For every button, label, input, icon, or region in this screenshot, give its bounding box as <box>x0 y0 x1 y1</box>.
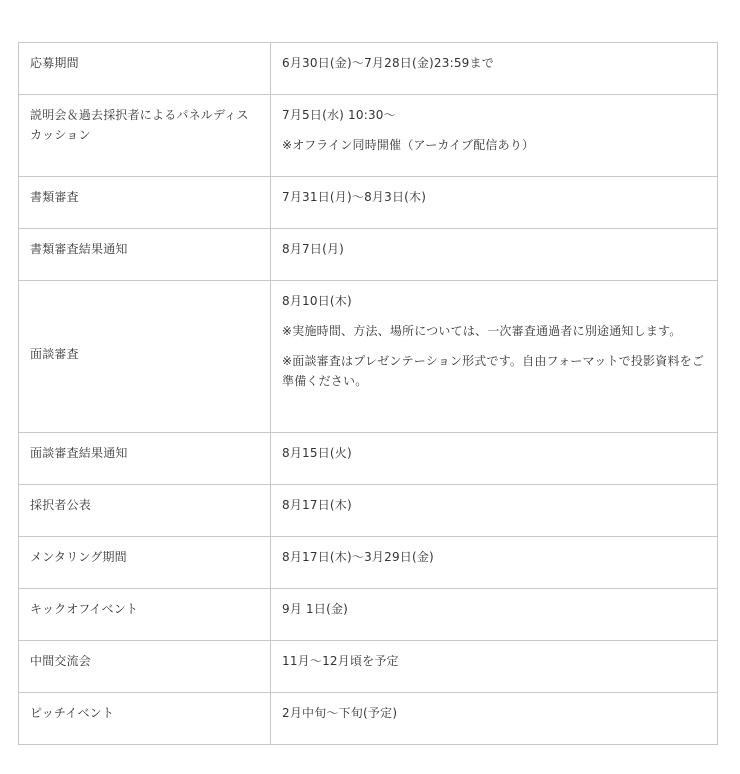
row-label: メンタリング期間 <box>19 537 271 589</box>
value-line: 6月30日(金)〜7月28日(金)23:59まで <box>282 56 494 70</box>
row-label: 面談審査 <box>19 281 271 433</box>
row-label: 採択者公表 <box>19 485 271 537</box>
value-line: 8月7日(月) <box>282 242 345 256</box>
value-line: 8月15日(火) <box>282 446 352 460</box>
row-value <box>271 589 718 641</box>
schedule-table <box>18 42 718 745</box>
row-value <box>271 177 718 229</box>
row-label: ピッチイベント <box>19 693 271 745</box>
table-row <box>19 537 718 589</box>
value-line: 7月5日(水) 10:30〜 <box>282 108 396 122</box>
table-row <box>19 693 718 745</box>
row-value <box>271 281 718 433</box>
value-line: 8月17日(木) <box>282 498 352 512</box>
row-value <box>271 641 718 693</box>
row-value <box>271 95 718 177</box>
row-label: 説明会＆過去採択者によるパネルディスカッション <box>19 95 271 177</box>
row-label: 中間交流会 <box>19 641 271 693</box>
table-row <box>19 281 718 433</box>
table-row <box>19 95 718 177</box>
row-label: 書類審査結果通知 <box>19 229 271 281</box>
value-line: 2月中旬〜下旬(予定) <box>282 706 398 720</box>
row-value <box>271 537 718 589</box>
row-value <box>271 693 718 745</box>
value-line: ※実施時間、方法、場所については、一次審査通過者に別途通知します。 <box>282 324 682 338</box>
table-row <box>19 641 718 693</box>
row-label: 書類審査 <box>19 177 271 229</box>
value-line: ※面談審査はプレゼンテーション形式です。自由フォーマットで投影資料をご準備ください。 <box>282 354 705 388</box>
value-line: 8月17日(木)〜3月29日(金) <box>282 550 434 564</box>
table-row <box>19 485 718 537</box>
row-value <box>271 433 718 485</box>
value-line: 8月10日(木) <box>282 294 352 308</box>
table-row <box>19 589 718 641</box>
table-row <box>19 177 718 229</box>
table-row <box>19 433 718 485</box>
value-line: ※オフライン同時開催（アーカイブ配信あり） <box>282 138 535 152</box>
row-value <box>271 229 718 281</box>
table-row <box>19 229 718 281</box>
row-label: 応募期間 <box>19 43 271 95</box>
value-line: 7月31日(月)〜8月3日(木) <box>282 190 427 204</box>
row-label: 面談審査結果通知 <box>19 433 271 485</box>
row-value <box>271 43 718 95</box>
value-line: 9月 1日(金) <box>282 602 349 616</box>
row-value <box>271 485 718 537</box>
value-line: 11月〜12月頃を予定 <box>282 654 399 668</box>
row-label: キックオフイベント <box>19 589 271 641</box>
table-row <box>19 43 718 95</box>
